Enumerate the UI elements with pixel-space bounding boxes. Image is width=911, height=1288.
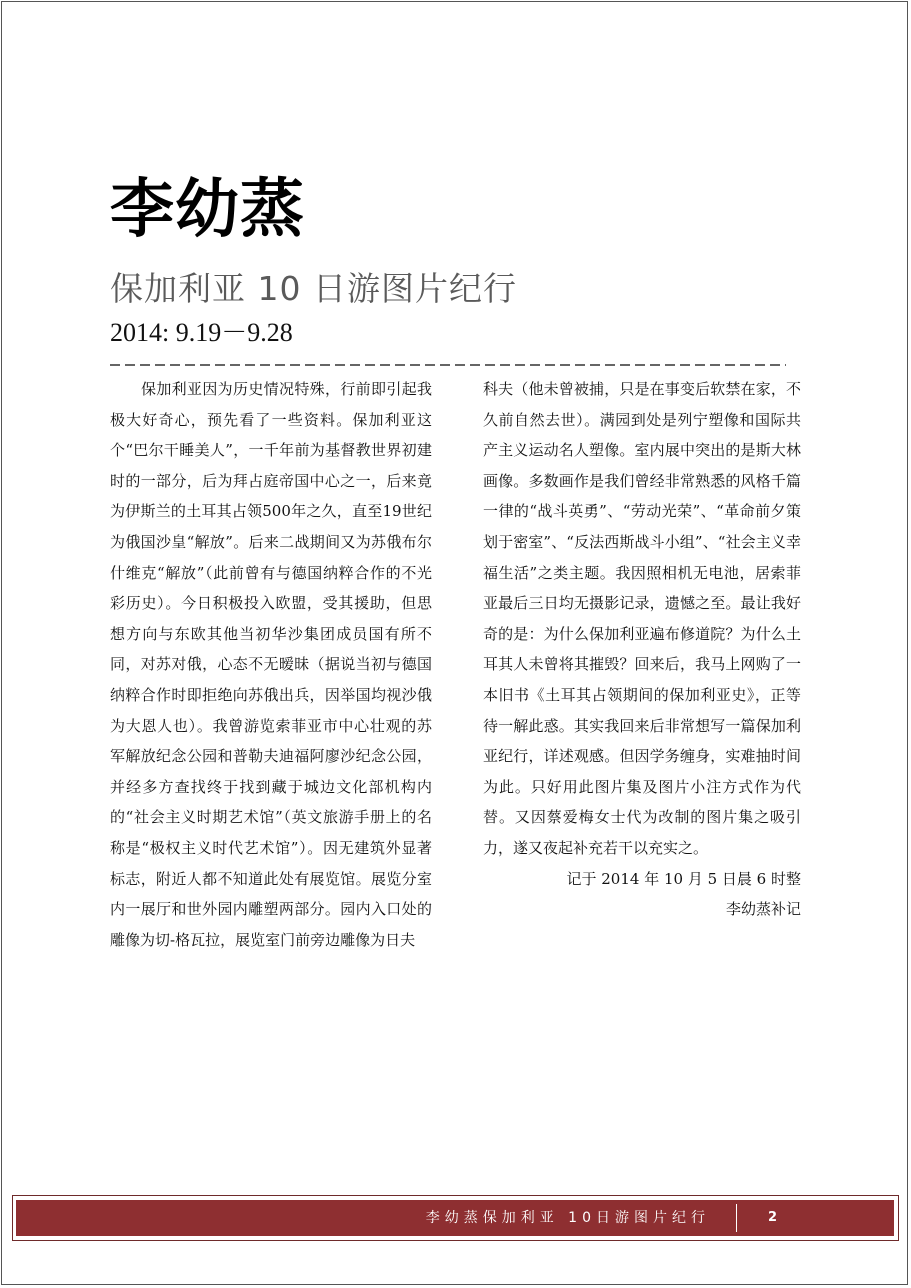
right-column (483, 374, 801, 925)
dashed-divider (110, 358, 786, 372)
author-name: 李幼蒸 (110, 172, 305, 247)
signoff-author: 李幼蒸补记 (725, 900, 801, 919)
document-subtitle: 保加利亚 10 日游图片纪行 (110, 269, 517, 308)
footer-bar (16, 1200, 894, 1236)
page-number: 2 (768, 1210, 778, 1225)
footer-title: 李幼蒸保加利亚 10日游图片纪行 (425, 1210, 710, 1226)
footer-separator (736, 1204, 737, 1232)
continued-paragraph: 科夫（他未曾被捕，只是在事变后软禁在家，不久前自然去世）。满园到处是列宁塑像和国际共产主义运动名人塑像。室内展中突出的是斯大林画像。多数画作是我们曾经非常熟悉的风格千篇一律的“战斗英勇”、“劳动光荣”、“革命前夕策划于密室”、“反法西斯战斗小组”、“社会主义幸福生活”之类主题。我因照相机无电池，居索菲亚最后三日均无摄影记录，遗憾之至。最让我好奇的是：为什么保加利亚遍布修道院？为什么土耳其人未曾将其摧毁？回来后，我马上网购了一本旧书《土耳其占领期间的保加利亚史》，正等待一解此惑。其实我回来后非常想写一篇保加利亚纪行，详述观感。但因学务缠身，实难抽时间为此。只好用此图片集及图片小注方式作为代替。又因蔡爱梅女士代为改制的图片集之吸引力，遂又夜起补充若干以充实之。 (483, 380, 801, 857)
date-range: 2014: 9.19－9.28 (110, 318, 293, 347)
intro-paragraph: 保加利亚因为历史情况特殊，行前即引起我极大好奇心，预先看了一些资料。保加利亚这个“巴尔干睡美人”，一千年前为基督教世界初建时的一部分，后为拜占庭帝国中心之一，后来竟为伊斯兰的土耳其占领500年之久，直至19世纪为俄国沙皇“解放”。后来二战期间又为苏俄布尔什维克“解放”（此前曾有与德国纳粹合作的不光彩历史）。今日积极投入欧盟，受其援助，但思想方向与东欧其他当初华沙集团成员国有所不同，对苏对俄，心态不无暧昧（据说当初与德国纳粹合作时即拒绝向苏俄出兵，因举国均视沙俄为大恩人也）。我曾游览索菲亚市中心壮观的苏军解放纪念公园和普勒夫迪福阿廖沙纪念公园，并经多方查找终于找到藏于城边文化部机构内的“社会主义时期艺术馆”（英文旅游手册上的名称是“极权主义时代艺术馆”）。因无建筑外显著标志，附近人都不知道此处有展览馆。展览分室内一展厅和世外园内雕塑两部分。园内入口处的雕像为切-格瓦拉，展览室门前旁边雕像为日夫 (110, 380, 432, 949)
left-column (110, 374, 432, 955)
signoff-date: 记于 2014 年 10 月 5 日晨 6 时整 (566, 869, 801, 888)
